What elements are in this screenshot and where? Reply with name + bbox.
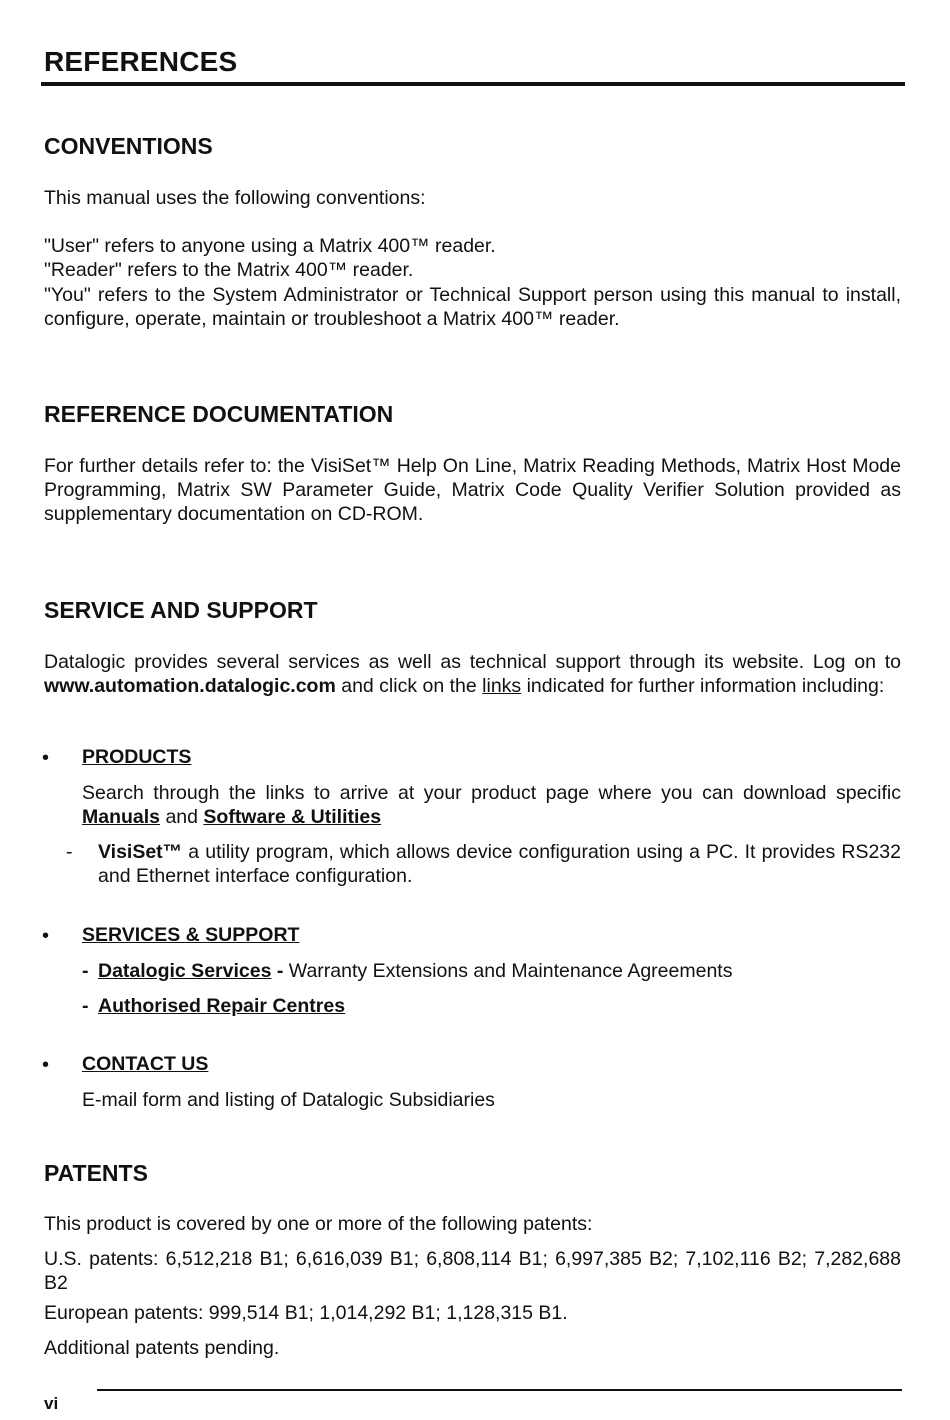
intro-text: indicated for further information including: — [521, 675, 885, 698]
page-title: REFERENCES — [44, 46, 238, 77]
repair-centres-item — [82, 994, 901, 1018]
conventions-intro: This manual uses the following conventions: — [44, 187, 426, 209]
dash: - — [82, 960, 89, 982]
reference-documentation-heading: REFERENCE DOCUMENTATION — [44, 401, 394, 427]
patents-heading: PATENTS — [44, 1160, 148, 1186]
datalogic-services-link[interactable]: Datalogic Services — [98, 960, 272, 982]
conventions-heading: CONVENTIONS — [44, 133, 213, 159]
warranty-text: Warranty Extensions and Maintenance Agreements — [288, 960, 733, 982]
dash: - — [66, 841, 73, 863]
services-support-link[interactable]: SERVICES & SUPPORT — [82, 924, 300, 946]
datalogic-services-item — [82, 959, 901, 983]
service-support-intro — [44, 650, 901, 698]
reference-documentation-body: For further details refer to: the VisiSet™ Help On Line, Matrix Reading Methods, Matrix Host Mode Programming, Matrix SW Parameter Guide, Matrix Code Quality Verifier Solution provided as supplementary documentation on CD-ROM. — [44, 455, 901, 526]
dash: - — [82, 995, 89, 1017]
intro-text: Datalogic provides several services as well as technical support through its website. Log on to — [44, 651, 901, 673]
and-text: and — [160, 806, 204, 829]
bullet-icon: • — [42, 925, 50, 947]
page-number: vi — [44, 1394, 59, 1413]
patents-intro: This product is covered by one or more of the following patents: — [44, 1213, 593, 1235]
contact-description: E-mail form and listing of Datalogic Subsidiaries — [82, 1089, 495, 1111]
authorised-repair-centres-link[interactable]: Authorised Repair Centres — [98, 995, 346, 1017]
visiset-description: a utility program, which allows device configuration using a PC. It provides RS232 and Ethernet interface configuration. — [98, 841, 901, 888]
convention-reader: "Reader" refers to the Matrix 400™ reader. — [44, 259, 414, 281]
us-patents: U.S. patents: 6,512,218 B1; 6,616,039 B1; 6,808,114 B1; 6,997,385 B2; 7,102,116 B2; 7,282,688 B2 — [44, 1248, 901, 1295]
contact-us-link[interactable]: CONTACT US — [82, 1053, 209, 1075]
bullet-icon: • — [42, 747, 50, 769]
convention-user: "User" refers to anyone using a Matrix 400™ reader. — [44, 235, 496, 257]
links-link[interactable]: links — [482, 675, 522, 698]
software-utilities-link[interactable]: Software & Utilities — [203, 806, 382, 829]
manuals-link[interactable]: Manuals — [82, 806, 161, 829]
intro-text: and click on the — [335, 675, 483, 698]
visiset-name: VisiSet™ — [98, 841, 183, 863]
service-support-heading: SERVICE AND SUPPORT — [44, 597, 318, 623]
website-link[interactable]: www.automation.datalogic.com — [44, 675, 336, 698]
bullet-icon: • — [42, 1054, 50, 1076]
european-patents: European patents: 999,514 B1; 1,014,292 B1; 1,128,315 B1. — [44, 1302, 568, 1324]
title-divider — [41, 82, 905, 86]
products-text: Search through the links to arrive at your product page where you can download specific — [82, 782, 901, 804]
convention-you: "You" refers to the System Administrator or Technical Support person using this manual to install, configure, operate, maintain or troubleshoot a Matrix 400™ reader. — [44, 284, 901, 331]
products-description — [82, 781, 901, 829]
products-link[interactable]: PRODUCTS — [82, 746, 192, 768]
footer-divider — [97, 1389, 902, 1391]
visiset-item — [66, 840, 901, 888]
patents-pending: Additional patents pending. — [44, 1337, 280, 1359]
separator: - — [271, 960, 289, 982]
